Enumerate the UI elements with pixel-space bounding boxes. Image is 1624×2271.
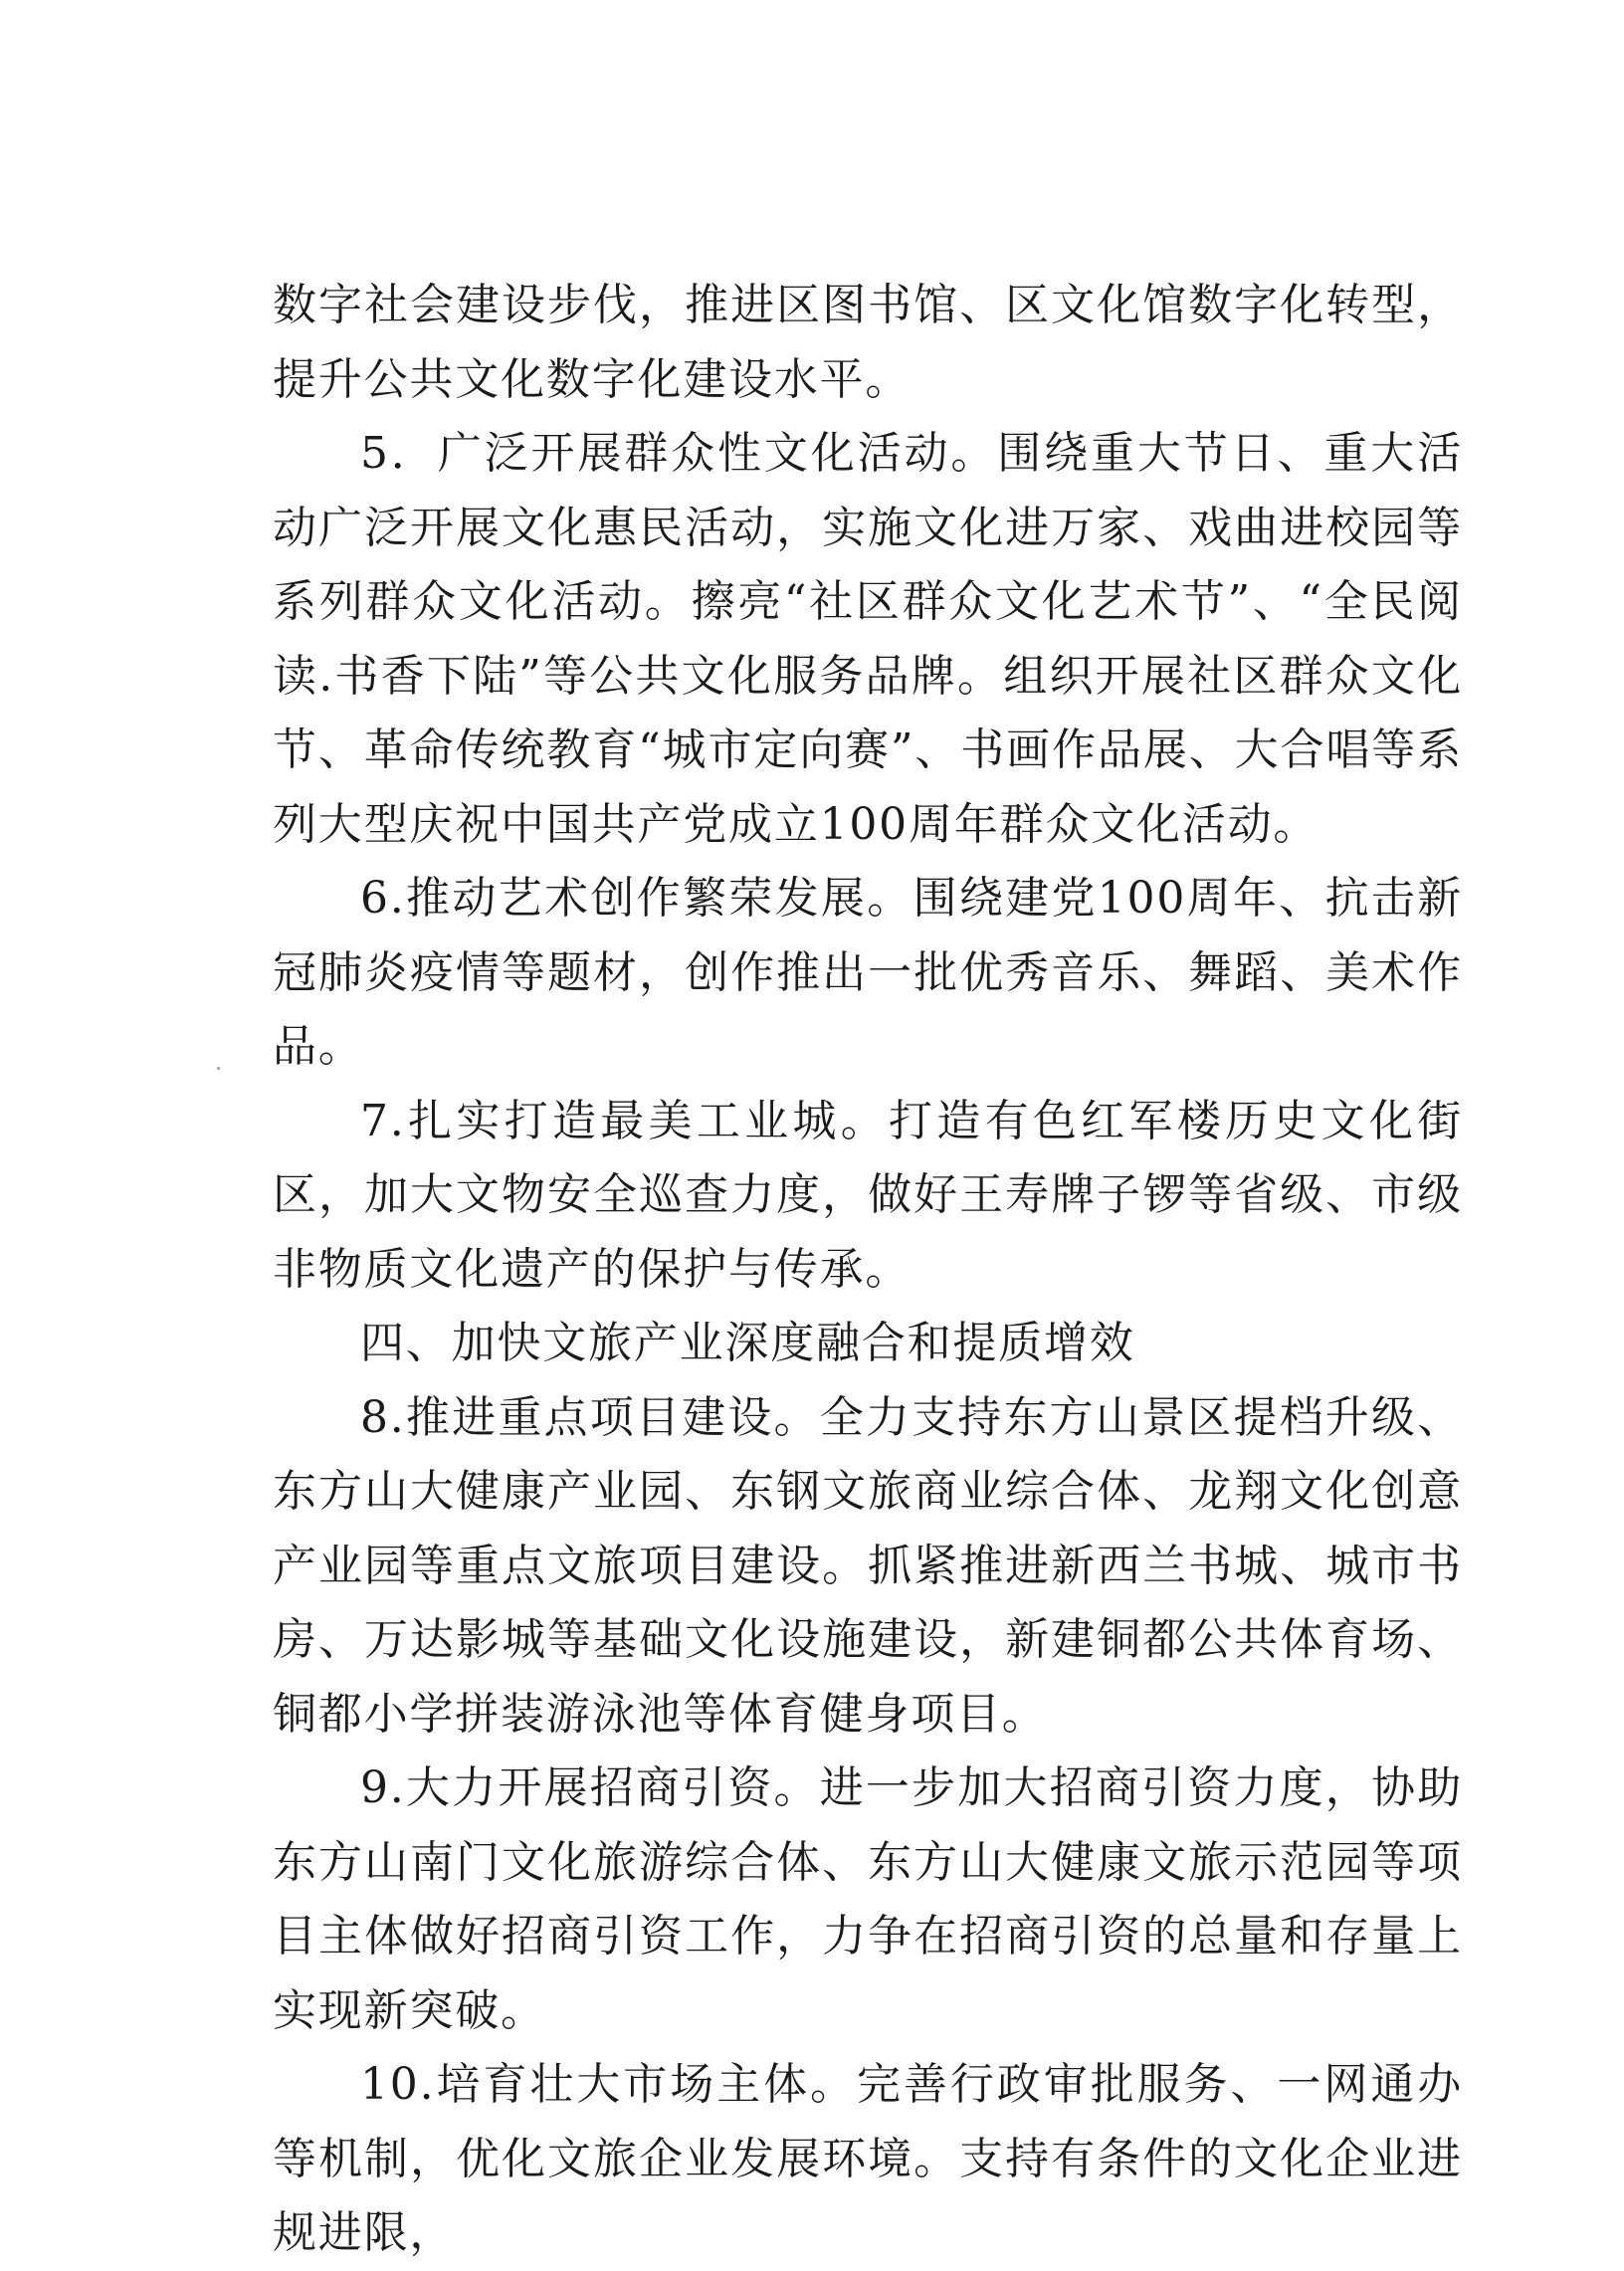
paragraph-continuation: 数字社会建设步伐，推进区图书馆、区文化馆数字化转型，提升公共文化数字化建设水平。 <box>273 280 1463 405</box>
paragraph-item-7: 7.扎实打造最美工业城。打造有色红军楼历史文化街区，加大文物安全巡查力度，做好王寿牌子锣等省级、市级非物质文化遗产的保护与传承。 <box>273 1095 1463 1295</box>
body-text <box>273 269 1463 2271</box>
paragraph-item-5: 5．广泛开展群众性文化活动。围绕重大节日、重大活动广泛开展文化惠民活动，实施文化进万家、戏曲进校园等系列群众文化活动。擦亮“社区群众文化艺术节”、“全民阅读.书香下陆”等公共文化服务品牌。组织开展社区群众文化节、革命传统教育“城市定向赛”、书画作品展、大合唱等系列大型庆祝中国共产党成立100周年群众文化活动。 <box>273 428 1463 850</box>
scan-speck <box>217 1067 220 1070</box>
paragraph-item-10: 10.培育壮大市场主体。完善行政审批服务、一网通办等机制，优化文旅企业发展环境。支持有条件的文化企业进规进限， <box>273 2059 1463 2258</box>
paragraph-item-9: 9.大力开展招商引资。进一步加大招商引资力度，协助东方山南门文化旅游综合体、东方山大健康文旅示范园等项目主体做好招商引资工作，力争在招商引资的总量和存量上实现新突破。 <box>273 1762 1463 2036</box>
paragraph-item-6: 6.推动艺术创作繁荣发展。围绕建党100周年、抗击新冠肺炎疫情等题材，创作推出一批优秀音乐、舞蹈、美术作品。 <box>273 873 1463 1072</box>
paragraph-item-8: 8.推进重点项目建设。全力支持东方山景区提档升级、东方山大健康产业园、东钢文旅商业综合体、龙翔文化创意产业园等重点文旅项目建设。抓紧推进新西兰书城、城市书房、万达影城等基础文化设施建设，新建铜都公共体育场、铜都小学拼装游泳池等体育健身项目。 <box>273 1391 1463 1740</box>
section-heading-4: 四、加快文旅产业深度融合和提质增效 <box>360 1318 1135 1368</box>
